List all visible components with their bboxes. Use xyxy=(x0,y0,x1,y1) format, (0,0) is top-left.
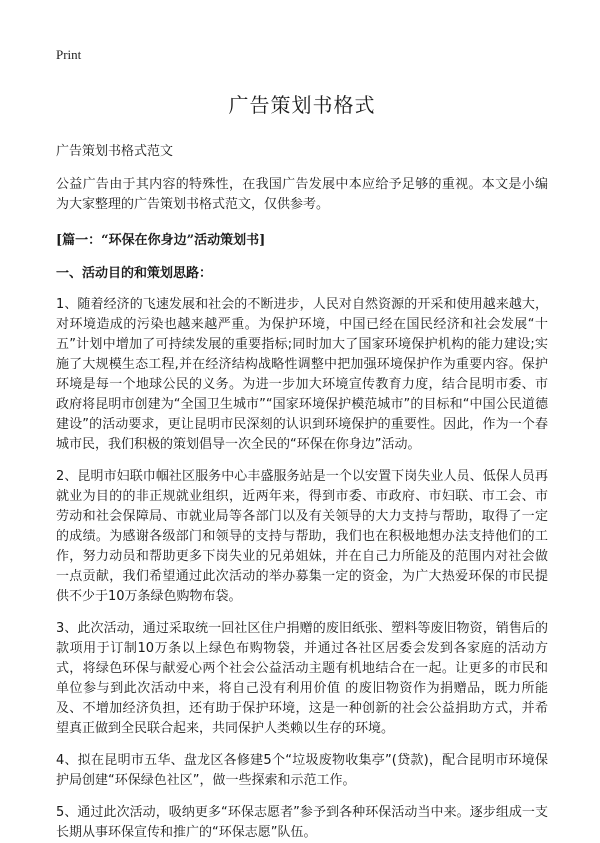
document-subtitle: 广告策划书格式范文 xyxy=(56,144,174,159)
body-paragraph-3: 3、此次活动，通过采取统一回社区住户捐赠的废旧纸张、塑料等废旧物资，销售后的款项用于订制10万条以上绿色布购物袋，并通过各社区居委会发到各家庭的活动方式，将绿色环保与献爱心两个社会公益活动主题有机地结合在一起。让更多的市民和单位参与到此次活动中来，将自己没有利用价值 的废旧物资作为捐赠品，既力所能及、不增加经济负担，还有助于保护环境，这是一种创新的社会公益捐助方式，并希望真正做到全民联合起来，共同保护人类赖以生存的环境。 xyxy=(56,621,548,736)
print-link[interactable]: Print xyxy=(56,47,82,62)
section-heading: 一、活动目的和策划思路： xyxy=(56,266,213,281)
body-paragraph-4: 4、拟在昆明市五华、盘龙区各修建5个“垃圾废物收集亭”(贷款)，配合昆明市环境保护局创建“环保绿色社区”，做一些探索和示范工作。 xyxy=(56,753,548,788)
body-paragraph-5: 5、通过此次活动，吸纳更多“环保志愿者”参予到各种环保活动当中来。逐步组成一支长期从事环保宣传和推广的“环保志愿”队伍。 xyxy=(56,805,548,840)
body-paragraph-2: 2、昆明市妇联巾帼社区服务中心丰盛服务站是一个以安置下岗失业人员、低保人员再就业为目的的非正规就业组织，近两年来，得到市委、市政府、市妇联、市工会、市劳动和社会保障局、市就业局等各部门以及有关领导的大力支持与帮助，取得了一定的成绩。为感谢各级部门和领导的支持与帮助，我们也在积极地想办法支持他们的工作，努力动员和帮助更多下岗失业的兄弟姐妹，并在自己力所能及的范围内对社会做一点贡献，我们希望通过此次活动的举办募集一定的资金，为广大热爱环保的市民提供不少于10万条绿色购物布袋。 xyxy=(56,469,548,604)
intro-paragraph: 公益广告由于其内容的特殊性，在我国广告发展中本应给予足够的重视。本文是小编为大家整理的广告策划书格式范文，仅供参考。 xyxy=(56,177,548,212)
body-paragraph-1: 1、随着经济的飞速发展和社会的不断进步，人民对自然资源的开采和使用越来越大，对环境造成的污染也越来越严重。为保护环境，中国已经在国民经济和社会发展“十五”计划中增加了可持续发展的重要指标;同时加大了国家环境保护机构的能力建设;实施了大规模生态工程,并在经济结构战略性调整中把加强环境保护作为重要内容。保护环境是每一个地球公民的义务。为进一步加大环境宣传教育力度，结合昆明市委、市政府将昆明市创建为“全国卫生城市”“国家环境保护模范城市”的目标和“中国公民道德建设”的活动要求，更让昆明市民深刻的认识到环境保护的重要性。因此，作为一个春城市民，我们积极的策划倡导一次全民的“环保在你身边”活动。 xyxy=(56,297,548,452)
document-title: 广告策划书格式 xyxy=(228,93,376,117)
section-title: [篇一：“环保在你身边”活动策划书] xyxy=(56,233,266,248)
